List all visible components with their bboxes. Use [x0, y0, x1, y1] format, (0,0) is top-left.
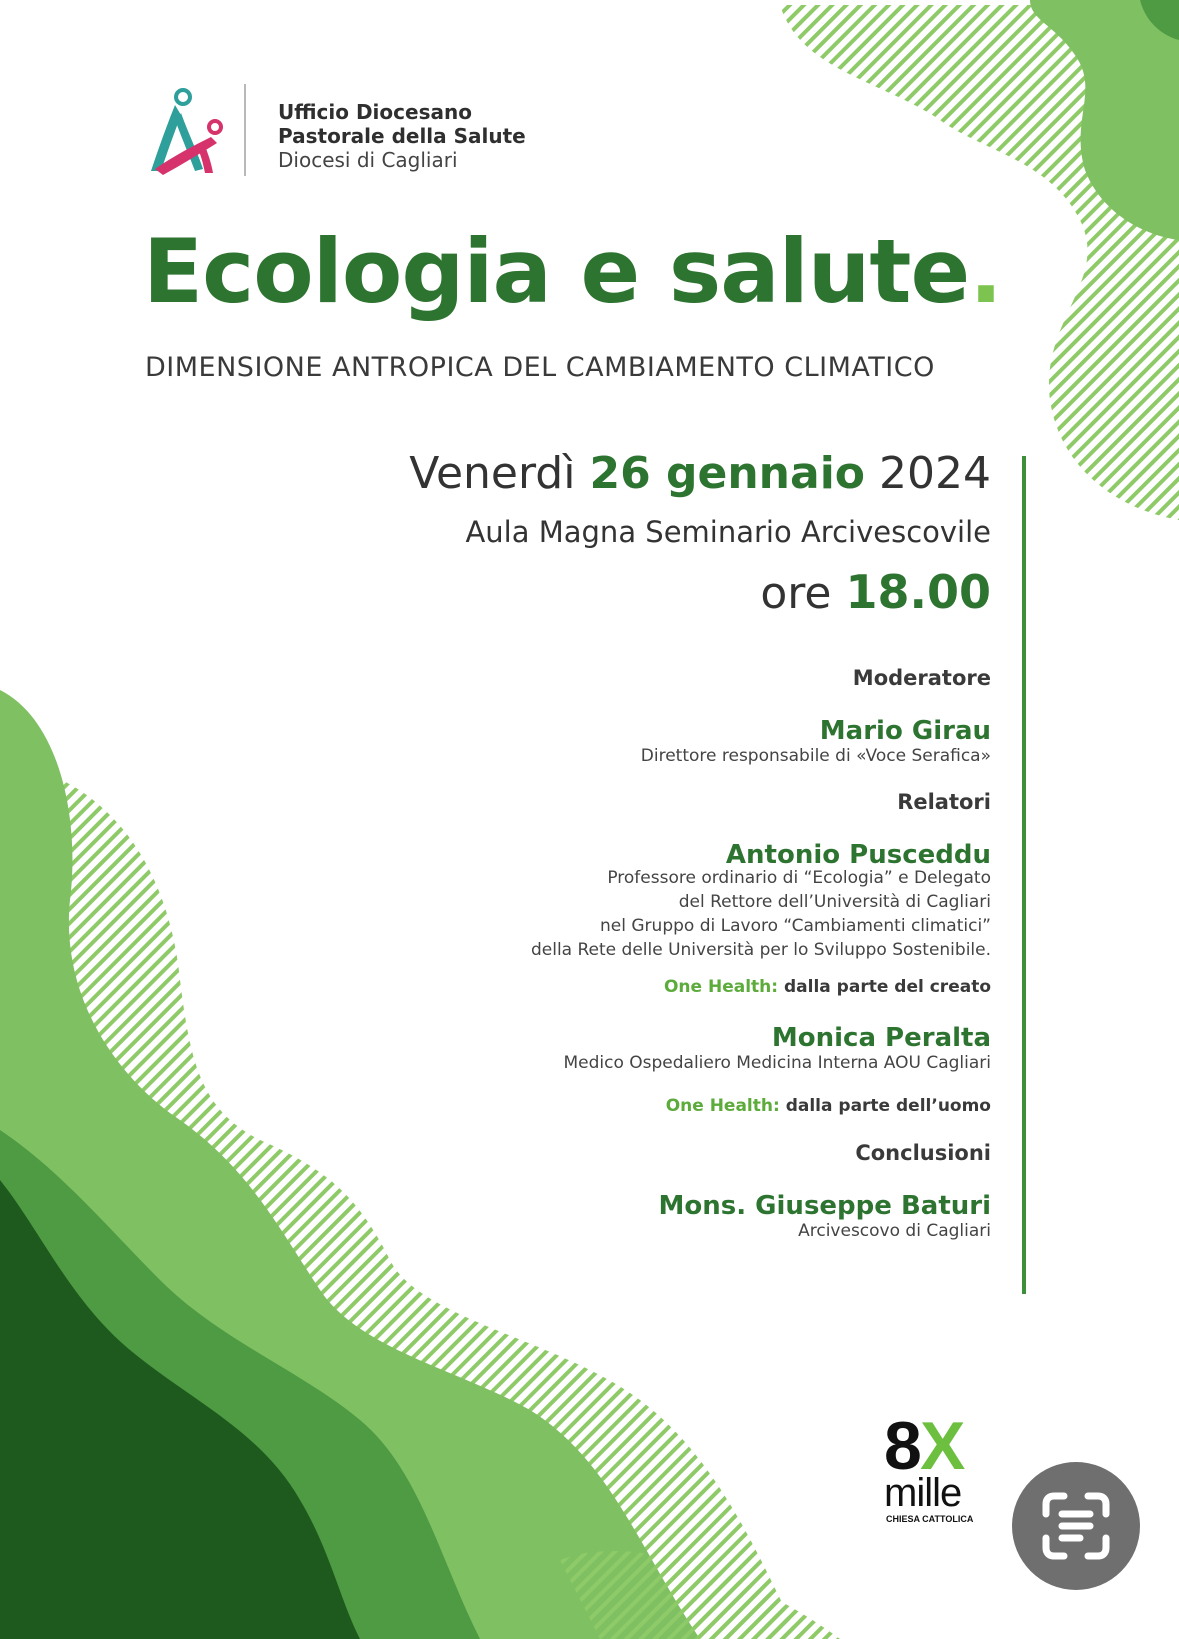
talk-2-title: dalla parte dell’uomo: [785, 1096, 991, 1116]
8xmille-number: 8: [884, 1408, 922, 1484]
talk-1-prefix: One Health:: [663, 977, 779, 997]
event-weekday: Venerdì: [409, 448, 576, 499]
logo-divider: [244, 84, 246, 176]
logo-line-2: Pastorale della Salute: [278, 124, 526, 148]
conclusions-label: Conclusioni: [855, 1141, 991, 1165]
speaker-1-role: [531, 866, 991, 962]
talk-2-prefix: One Health:: [665, 1096, 780, 1116]
page-title: [143, 222, 1002, 322]
speaker-1-role-line: del Rettore dell’Università di Cagliari: [678, 892, 991, 912]
speaker-1-role-line: nel Gruppo di Lavoro “Cambiamenti climatici”: [600, 916, 991, 936]
event-time-prefix: ore: [760, 568, 832, 619]
title-dot: .: [969, 220, 1002, 323]
diocese-logo-icon: [145, 85, 231, 177]
speakers-label: Relatori: [897, 790, 991, 814]
logo-line-3: Diocesi di Cagliari: [278, 148, 458, 172]
moderator-label: Moderatore: [852, 666, 991, 690]
speaker-1-role-line: della Rete delle Università per lo Sviluppo Sostenibile.: [530, 940, 991, 960]
subtitle: DIMENSIONE ANTROPICA DEL CAMBIAMENTO CLIMATICO: [145, 352, 935, 383]
moderator-name: Mario Girau: [819, 716, 991, 746]
moderator-role: Direttore responsabile di «Voce Serafica»: [640, 746, 991, 766]
diocese-logo-text: [278, 100, 526, 172]
event-time-value: 18.00: [845, 565, 991, 619]
closing-speaker-role: Arcivescovo di Cagliari: [798, 1221, 991, 1241]
talk-1-title: dalla parte del creato: [784, 977, 991, 997]
8xmille-word: mille: [884, 1471, 962, 1515]
speaker-1-name: Antonio Pusceddu: [725, 840, 991, 870]
vertical-accent-line: [1022, 456, 1026, 1294]
speaker-2-name: Monica Peralta: [771, 1023, 991, 1053]
8xmille-tagline: CHIESA CATTOLICA: [886, 1514, 974, 1524]
text-scan-button[interactable]: [1012, 1462, 1140, 1590]
title-main: Ecologia e salute: [143, 220, 970, 323]
logo-line-1: Ufficio Diocesano: [278, 100, 472, 124]
event-date: [409, 448, 991, 499]
talk-2: [666, 1096, 991, 1116]
text-scan-icon: [1012, 1462, 1140, 1590]
event-year: 2024: [879, 448, 991, 499]
talk-1: [664, 977, 991, 997]
event-time: [760, 565, 991, 619]
speaker-1-role-line: Professore ordinario di “Ecologia” e Delegato: [607, 868, 991, 888]
8xmille-x: X: [920, 1408, 966, 1484]
event-day-month: 26 gennaio: [589, 448, 866, 499]
closing-speaker-name: Mons. Giuseppe Baturi: [658, 1191, 991, 1221]
speaker-2-role: Medico Ospedaliero Medicina Interna AOU Cagliari: [563, 1053, 991, 1073]
8xmille-logo: [884, 1408, 996, 1526]
event-venue: Aula Magna Seminario Arcivescovile: [465, 515, 991, 549]
